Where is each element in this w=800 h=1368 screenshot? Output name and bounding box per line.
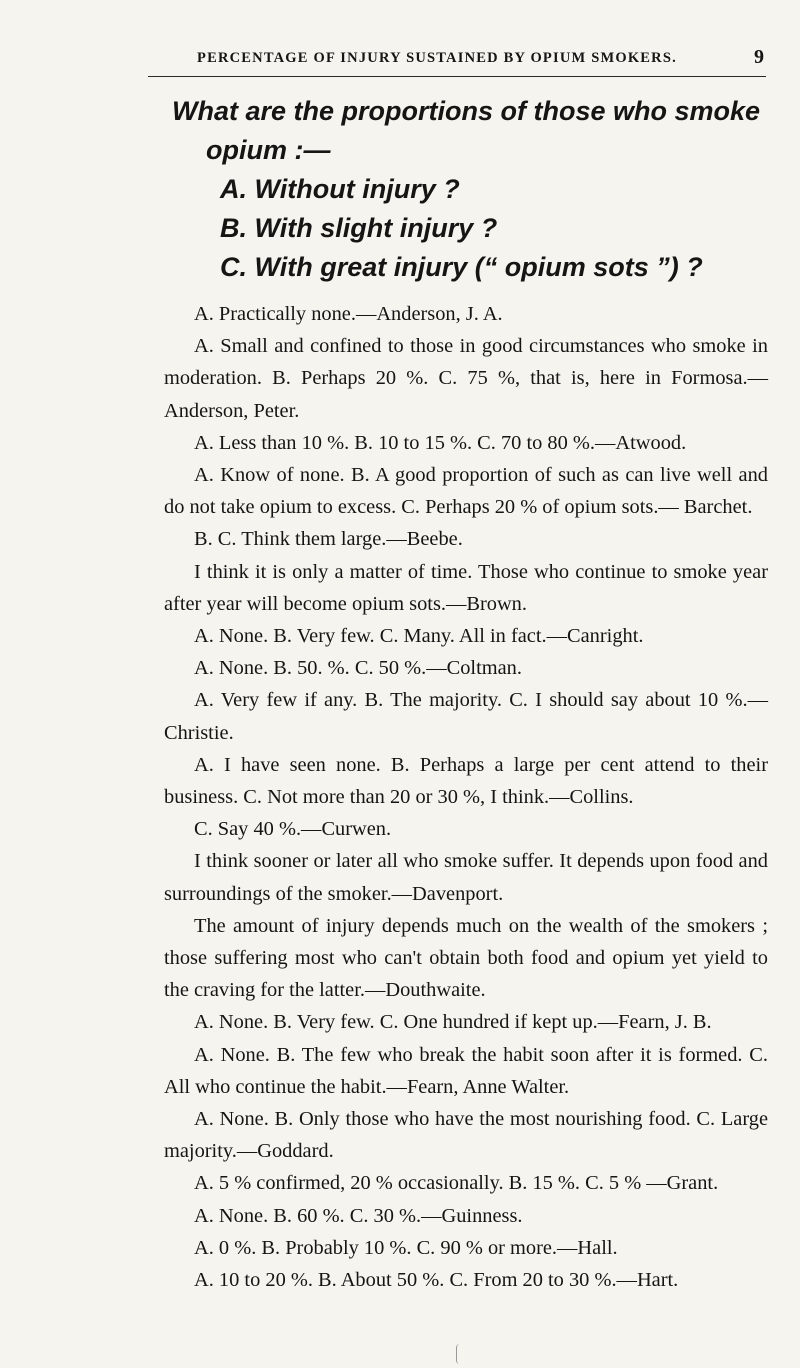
answer-paragraph: A. None. B. Very few. C. One hundred if kept up.—Fearn, J. B. <box>194 1011 712 1034</box>
answer-paragraph: A. 0 %. B. Probably 10 %. C. 90 % or more.—Hall. <box>194 1236 618 1259</box>
answer-paragraph: A. None. B. Only those who have the most nourishing food. C. Large majority.—Goddard. <box>164 1108 768 1163</box>
question-heading <box>172 92 772 287</box>
question-option-a: A. Without injury ? <box>220 174 460 204</box>
running-header <box>152 46 764 70</box>
answer-paragraph: A. None. B. The few who break the habit soon after it is formed. C. All who continue the habit.—Fearn, Anne Walter. <box>164 1043 768 1098</box>
answer-paragraph: A. 5 % confirmed, 20 % occasionally. B. 15 %. C. 5 % —Grant. <box>194 1172 719 1195</box>
answer-paragraph: A. Small and confined to those in good circumstances who smoke in moderation. B. Perhaps 20 %. C. 75 %, that is, here in Formosa.—Anderson, Peter. <box>164 335 768 422</box>
answer-paragraph: A. None. B. 50. %. C. 50 %.—Coltman. <box>194 657 522 680</box>
answer-paragraph: A. None. B. Very few. C. Many. All in fact.—Canright. <box>194 625 644 648</box>
page-edge-mark <box>456 1344 463 1364</box>
question-option-b: B. With slight injury ? <box>220 213 498 243</box>
answer-paragraph: B. C. Think them large.—Beebe. <box>194 528 463 551</box>
question-option-c: C. With great injury (“ opium sots ”) ? <box>220 252 703 282</box>
answer-paragraph: A. Practically none.—Anderson, J. A. <box>194 303 503 325</box>
running-title: PERCENTAGE OF INJURY SUSTAINED BY OPIUM SMOKERS. <box>197 50 677 66</box>
answer-paragraph: A. Very few if any. B. The majority. C. I should say about 10 %.—Christie. <box>164 689 768 744</box>
answer-paragraph: A. None. B. 60 %. C. 30 %.—Guinness. <box>194 1204 523 1227</box>
answer-paragraph: A. I have seen none. B. Perhaps a large per cent attend to their business. C. Not more than 20 or 30 %, I think.—Collins. <box>164 753 768 809</box>
header-rule <box>148 76 766 77</box>
question-line-1: What are the proportions of those who smoke <box>172 96 761 126</box>
answer-paragraph: A. Less than 10 %. B. 10 to 15 %. C. 70 to 80 %.—Atwood. <box>194 431 687 454</box>
answer-paragraph: C. Say 40 %.—Curwen. <box>194 818 392 841</box>
answer-paragraph: A. 10 to 20 %. B. About 50 %. C. From 20 to 30 %.—Hart. <box>194 1269 679 1292</box>
answer-paragraph: The amount of injury depends much on the wealth of the smokers ; those suffering most who can't obtain both food and opium yet yield to the craving for the latter.—Douthwaite. <box>164 914 768 1002</box>
answer-paragraph: I think it is only a matter of time. Those who continue to smoke year after year will become opium sots.—Brown. <box>164 560 768 615</box>
page-number: 9 <box>754 46 764 68</box>
answer-paragraph: A. Know of none. B. A good proportion of such as can live well and do not take opium to excess. C. Perhaps 20 % of opium sots.— Barchet. <box>164 464 768 519</box>
question-line-2: opium :— <box>206 135 331 165</box>
answer-paragraph: I think sooner or later all who smoke suffer. It depends upon food and surroundings of the smoker.—Davenport. <box>164 850 768 905</box>
answers-list <box>164 298 768 1296</box>
